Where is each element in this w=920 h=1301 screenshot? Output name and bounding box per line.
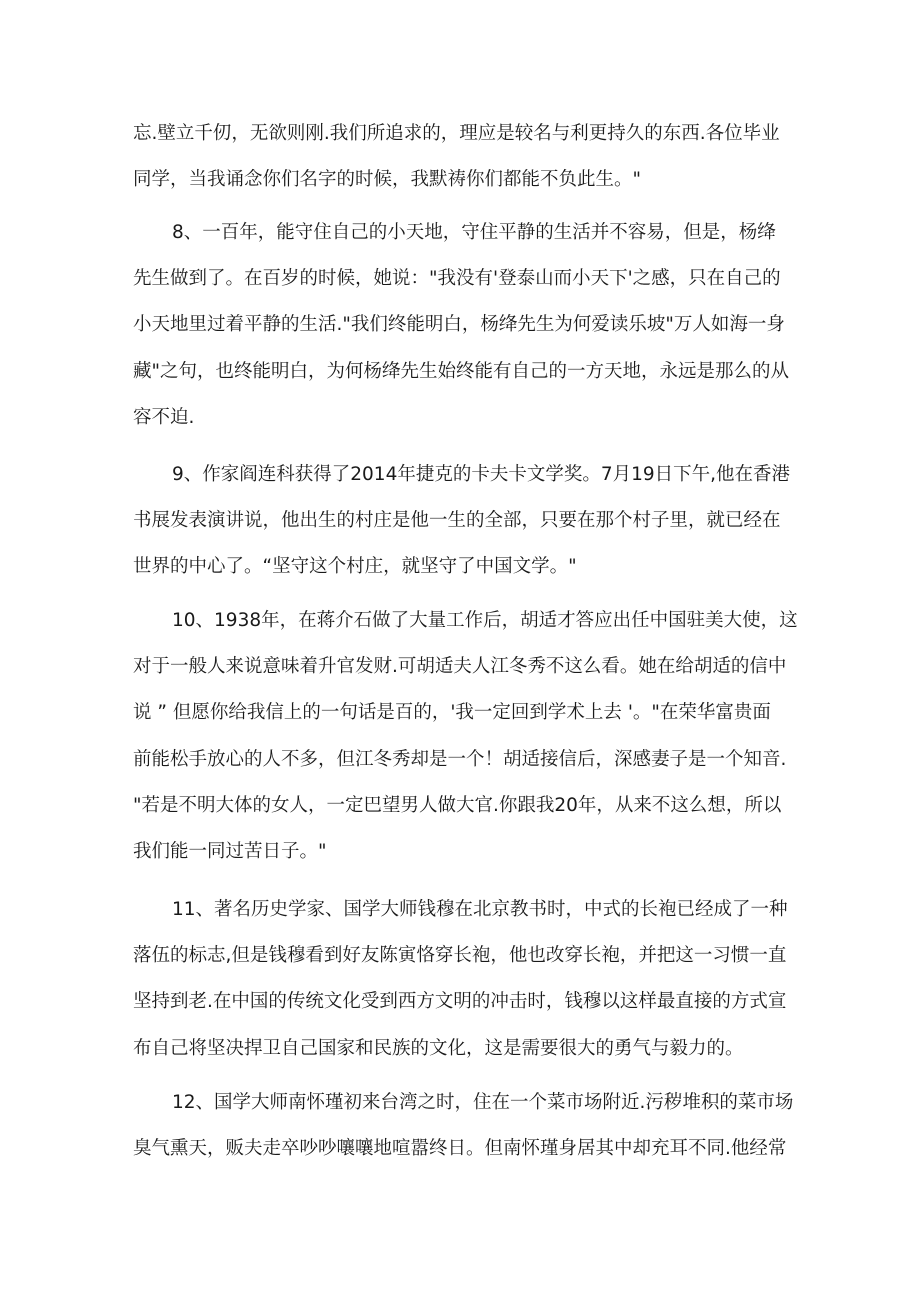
text-line: 11、著名历史学家、国学大师钱穆在北京教书时，中式的长袍已经成了一种 <box>172 899 788 920</box>
text-line: 10、1938年，在蒋介石做了大量工作后，胡适才答应出任中国驻美大使，这 <box>172 610 798 631</box>
text-line: 世界的中心了。“坚守这个村庄，就坚守了中国文学。" <box>133 556 577 578</box>
text-line: 臭气熏天，贩夫走卒吵吵嚷嚷地喧嚣终日。但南怀瑾身居其中却充耳不同.他经常 <box>133 1138 787 1160</box>
text-line: 9、作家阎连科获得了2014年捷克的卡夫卡文学奖。7月19日下午,他在香港 <box>172 464 791 485</box>
text-line: 坚持到老.在中国的传统文化受到西方文明的冲击时，钱穆以这样最直接的方式宣 <box>133 991 787 1013</box>
text-line: 说 ” 但愿你给我信上的一句话是百的，'我一定回到学术上去 '。"在荣华富贵面 <box>133 702 771 724</box>
text-line: 我们能一同过苦日子。" <box>133 840 327 862</box>
text-line: 前能松手放心的人不多，但江冬秀却是一个！胡适接信后，深感妻子是一个知音. <box>133 748 787 770</box>
paragraph-12 <box>133 1080 793 1172</box>
text-line: 对于一般人来说意味着升官发财.可胡适夫人江冬秀不这么看。她在给胡适的信中 <box>133 656 787 678</box>
text-line: 落伍的标志,但是钱穆看到好友陈寅恪穿长袍，他也改穿长袍，并把这一习惯一直 <box>133 945 787 967</box>
text-line: 8、一百年，能守住自己的小天地，守住平静的生活并不容易，但是，杨绛 <box>172 222 776 243</box>
text-line: 忘.壁立千仞，无欲则刚.我们所追求的，理应是较名与利更持久的东西.各位毕业 <box>133 123 780 144</box>
text-line: 书展发表演讲说，他出生的村庄是他一生的全部，只要在那个村子里，就已经在 <box>133 510 781 532</box>
text-line: 先生做到了。在百岁的时候，她说："我没有'登泰山而小天下'之感，只在自己的 <box>133 268 781 290</box>
paragraph-11 <box>133 887 793 1072</box>
text-line: 同学，当我诵念你们名字的时候，我默祷你们都能不负此生。" <box>133 169 642 191</box>
paragraph-9 <box>133 452 793 591</box>
text-line: 12、国学大师南怀瑾初来台湾之时，住在一个菜市场附近.污秽堆积的菜市场 <box>172 1092 794 1113</box>
text-line: "若是不明大体的女人，一定巴望男人做大官.你跟我20年，从来不这么想，所以 <box>133 794 782 816</box>
text-line: 容不迫. <box>133 406 195 428</box>
text-line: 藏"之句，也终能明白，为何杨绛先生始终能有自己的一方天地，永远是那么的从 <box>133 360 790 382</box>
paragraph-8 <box>133 210 793 441</box>
paragraph-7-continued <box>133 111 793 203</box>
text-line: 小天地里过着平静的生活."我们终能明白，杨绛先生为何爱读乐坡"万人如海一身 <box>133 314 785 336</box>
text-line: 布自己将坚决捍卫自己国家和民族的文化，这是需要很大的勇气与毅力的。 <box>133 1037 744 1059</box>
paragraph-10 <box>133 598 798 875</box>
